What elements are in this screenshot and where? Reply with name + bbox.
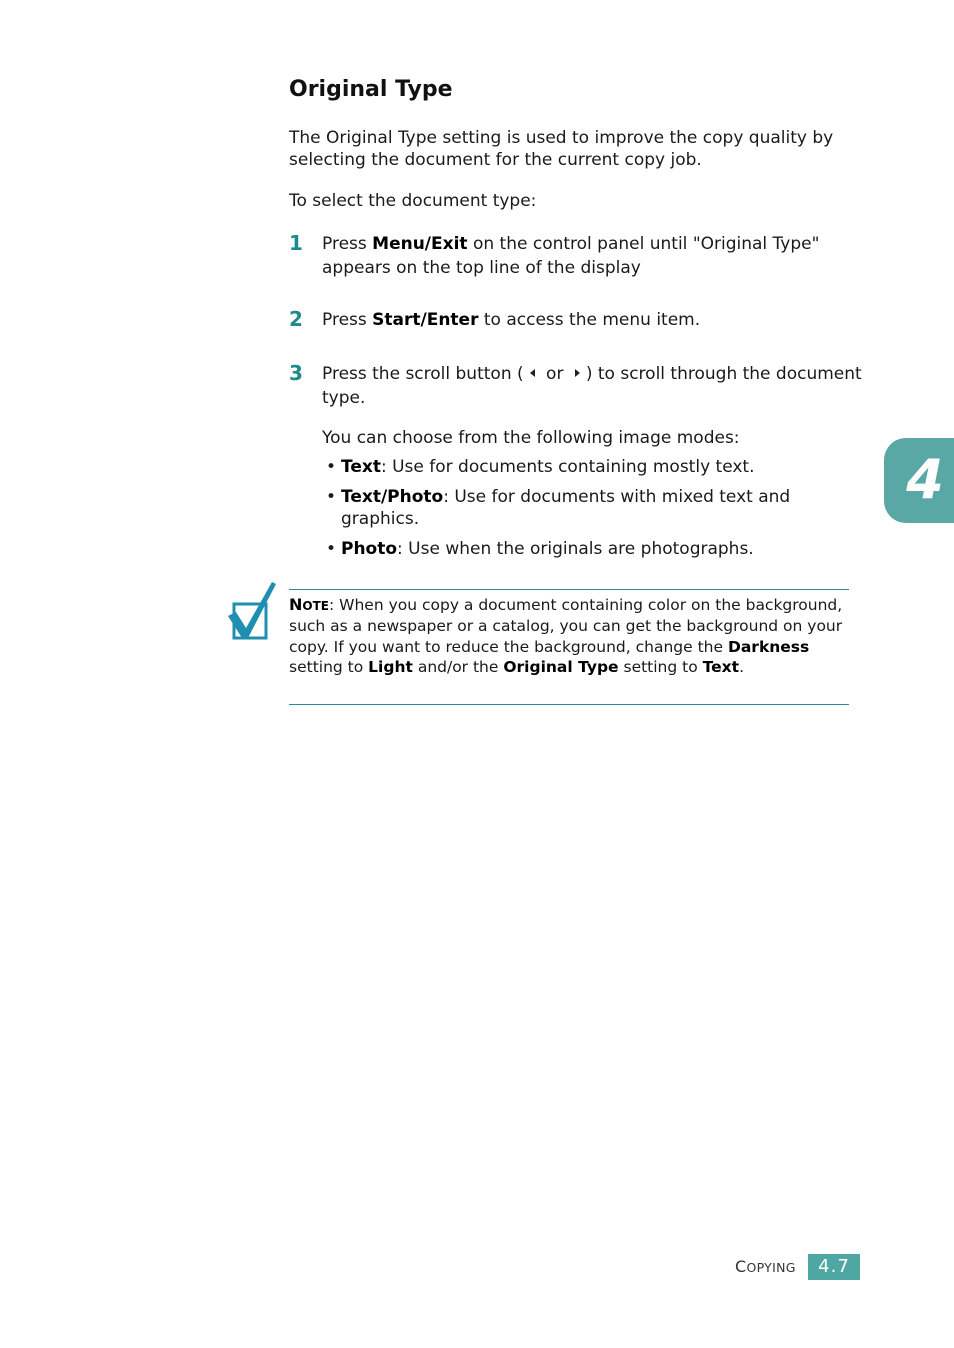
note-top-divider [289,589,849,590]
checkmark-icon [226,580,278,646]
list-item [326,486,846,530]
text-value: Text [702,657,740,676]
step-2-pre: Press [322,310,373,330]
start-enter-key: Start/Enter [372,310,479,330]
bullet-icon: • [326,487,337,507]
menu-exit-key: Menu/Exit [372,234,468,254]
lead-in-text: To select the document type: [289,191,537,211]
section-title: Original Type [289,77,453,102]
chapter-number: 4 [906,448,944,511]
page-number: 4.7 [808,1254,860,1280]
step-number-3: 3 [289,361,303,385]
original-type-setting: Original Type [503,657,619,676]
mode-desc: : Use for documents with mixed text and graphics. [341,487,791,529]
bullet-icon: • [326,457,337,477]
intro-paragraph: The Original Type setting is used to improve the copy quality by selecting the document for the current copy job. [289,128,834,170]
mode-name: Text [341,457,381,477]
mode-desc: : Use when the originals are photographs. [397,539,754,559]
scroll-right-icon [575,369,580,377]
mode-name: Text/Photo [341,487,444,507]
bullet-icon: • [326,539,337,559]
scroll-left-icon [530,369,535,377]
step-number-2: 2 [289,307,303,331]
list-item [326,456,846,478]
step-3-text [322,362,862,410]
step-1-post: on the control panel until "Original Type" appears on the top line of the display [322,234,820,278]
note-label: NOTE [289,595,329,614]
step-number-1: 1 [289,231,303,255]
note-text: NOTE: When you copy a document containing color on the background, such as a newspaper or a catalog, you can get the background on your copy. If you want to reduce the background, change the Darkness setting to Light and/or the Original Type setting to Text. [289,595,843,676]
modes-intro: You can choose from the following image modes: [322,428,740,448]
darkness-setting: Darkness [727,637,810,656]
step-3-post: ) to scroll through the document type. [322,364,862,408]
step-3-pre: Press the scroll button ( [322,364,524,384]
step-2-text [322,308,862,332]
list-item [326,538,846,560]
mode-desc: : Use for documents containing mostly text. [380,457,755,477]
step-3-mid: or [540,364,569,384]
mode-name: Photo [341,539,398,559]
step-1-text [322,232,862,280]
note-bottom-divider [289,704,849,705]
step-2-post: to access the menu item. [478,310,701,330]
footer-section-label: COPYING [735,1257,796,1276]
step-1-pre: Press [322,234,373,254]
light-value: Light [368,657,413,676]
